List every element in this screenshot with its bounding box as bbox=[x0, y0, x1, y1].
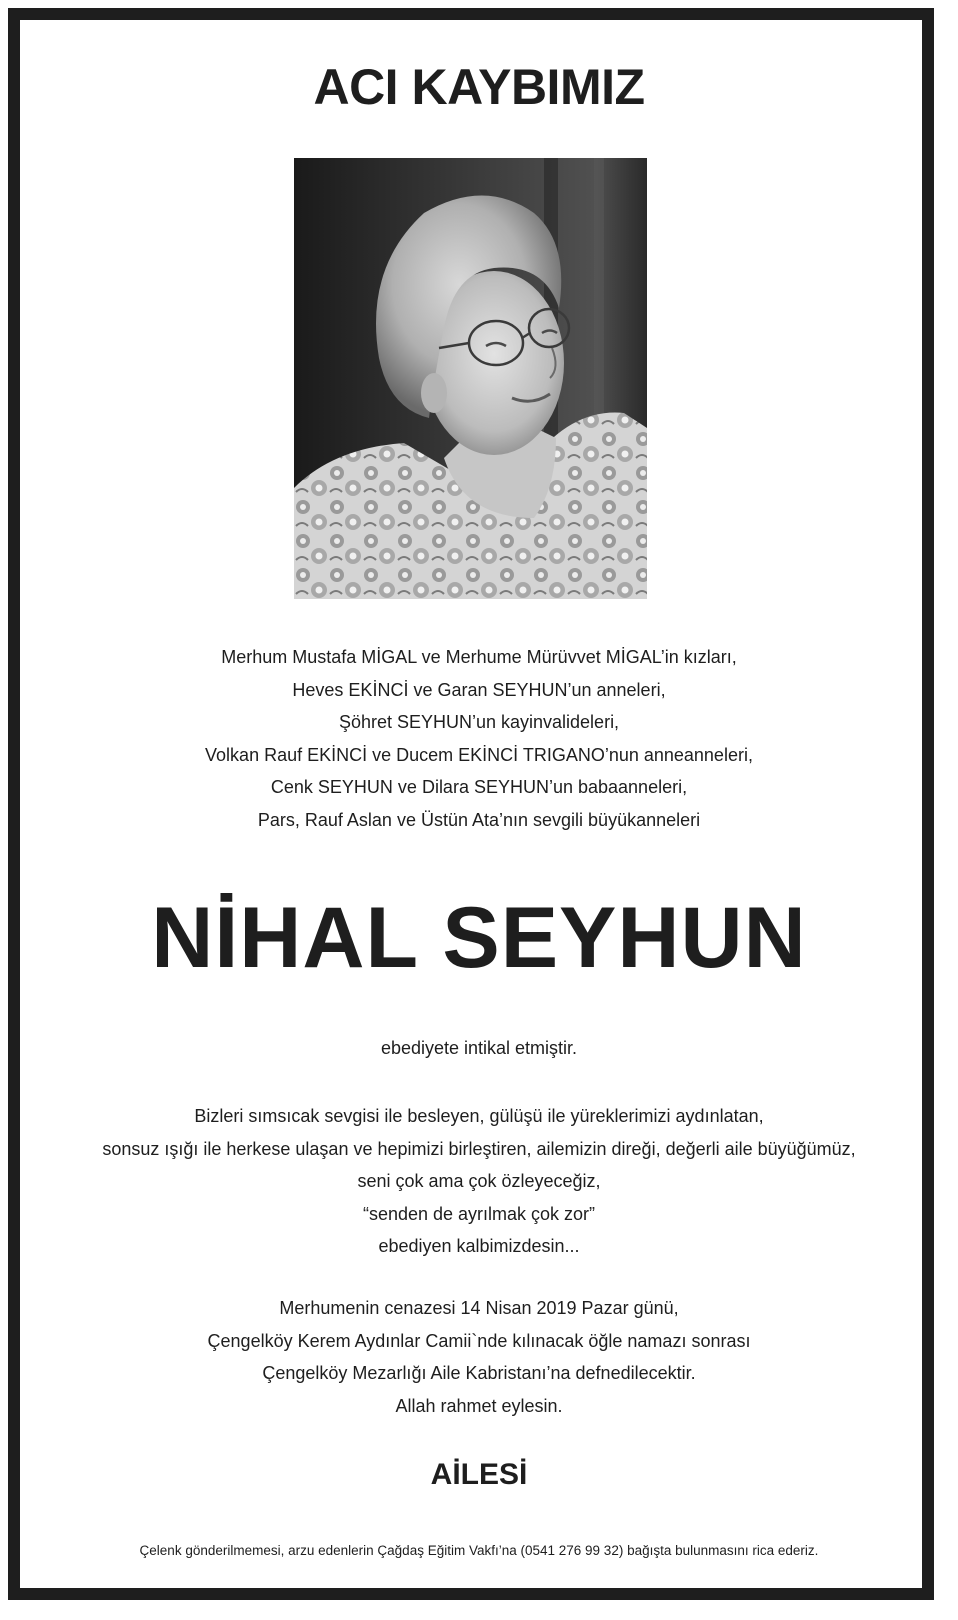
relation-line: Merhum Mustafa MİGAL ve Merhume Mürüvvet MİGAL’in kızları, bbox=[221, 647, 737, 667]
tribute-message bbox=[0, 1100, 958, 1263]
message-line: Bizleri sımsıcak sevgisi ile besleyen, gülüşü ile yüreklerimizi aydınlatan, bbox=[194, 1106, 764, 1126]
message-line: sonsuz ışığı ile herkese ulaşan ve hepimizi birleştiren, ailemizin direği, değerli aile büyüğümüz, bbox=[102, 1138, 856, 1159]
funeral-details bbox=[0, 1292, 958, 1422]
message-line: “senden de ayrılmak çok zor” bbox=[362, 1203, 596, 1224]
funeral-line: Merhumenin cenazesi 14 Nisan 2019 Pazar günü, bbox=[279, 1298, 679, 1318]
funeral-line: Allah rahmet eylesin. bbox=[395, 1395, 563, 1416]
deceased-name: NİHAL SEYHUN bbox=[151, 890, 807, 986]
relation-line: Volkan Rauf EKİNCİ ve Ducem EKİNCİ TRIGANO’nun anneanneleri, bbox=[205, 744, 753, 765]
family-signature: AİLESİ bbox=[430, 1458, 528, 1491]
relation-line: Cenk SEYHUN ve Dilara SEYHUN’un babaanneleri, bbox=[270, 777, 688, 797]
passed-away-text: ebediyete intikal etmiştir. bbox=[380, 1038, 578, 1058]
message-line: ebediyen kalbimizdesin... bbox=[378, 1236, 580, 1256]
obituary-title: ACI KAYBIMIZ bbox=[313, 59, 645, 115]
funeral-line: Çengelköy Mezarlığı Aile Kabristanı’na defnedilecektir. bbox=[262, 1363, 696, 1383]
portrait-photo bbox=[294, 158, 647, 599]
message-line: seni çok ama çok özleyeceğiz, bbox=[357, 1171, 601, 1191]
relation-line: Heves EKİNCİ ve Garan SEYHUN’un anneleri, bbox=[292, 679, 666, 700]
relations-list bbox=[0, 641, 958, 836]
footer-note: Çelenk gönderilmemesi, arzu edenlerin Çağdaş Eğitim Vakfı’na (0541 276 99 32) bağışta bulunmasını rica ederiz. bbox=[139, 1543, 819, 1558]
relation-line: Şöhret SEYHUN’un kayinvalideleri, bbox=[338, 712, 620, 732]
funeral-line: Çengelköy Kerem Aydınlar Camii`nde kılınacak öğle namazı sonrası bbox=[207, 1330, 751, 1351]
relation-line: Pars, Rauf Aslan ve Üstün Ata’nın sevgili büyükanneleri bbox=[257, 809, 701, 830]
